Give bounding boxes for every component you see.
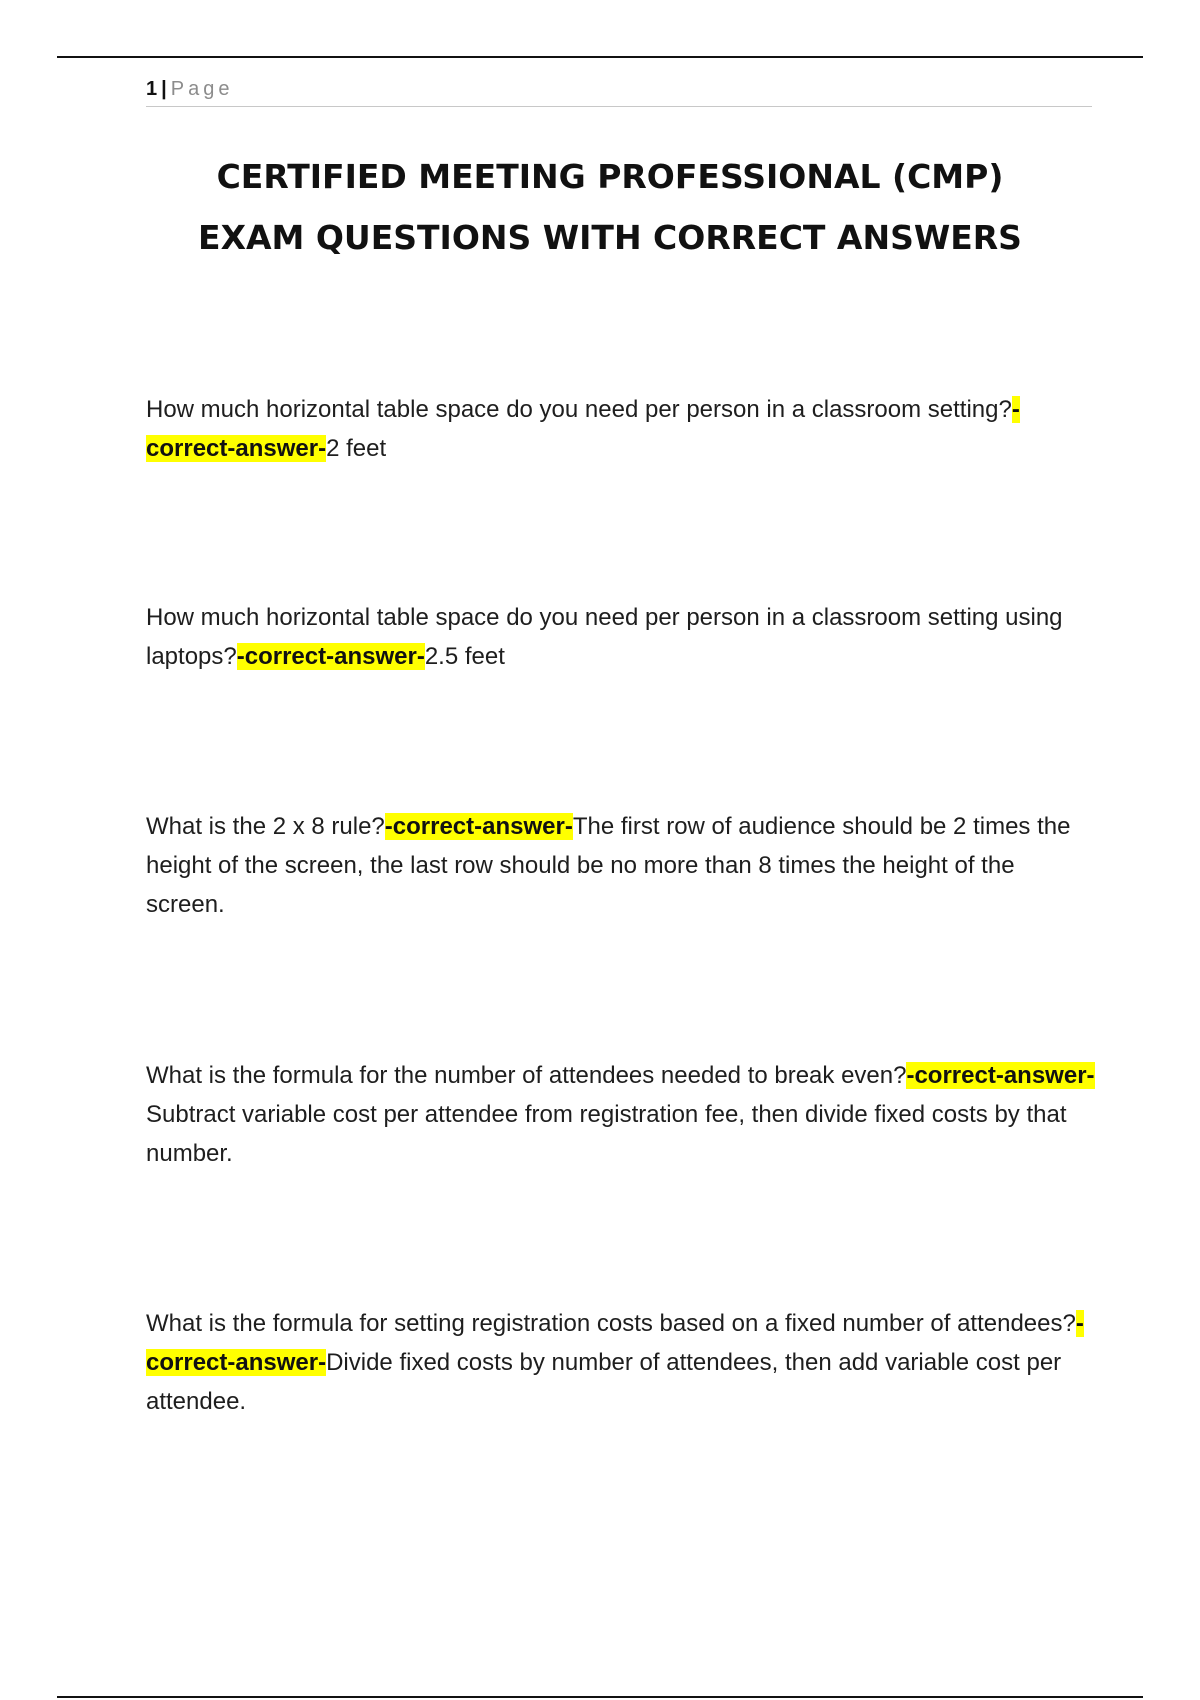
page-header bbox=[146, 76, 1092, 107]
page-separator: | bbox=[161, 78, 167, 100]
correct-answer-marker: -correct-answer- bbox=[146, 1310, 1084, 1376]
title-line-1: CERTIFIED MEETING PROFESSIONAL (CMP) bbox=[216, 157, 1004, 196]
answer-text: The first row of audience should be 2 times the height of the screen, the last row should be no more than 8 times the height of the screen. bbox=[146, 813, 1071, 918]
page-number: 1 bbox=[146, 78, 158, 100]
answer-text: Subtract variable cost per attendee from registration fee, then divide fixed costs by that number. bbox=[146, 1101, 1067, 1167]
answer-text: Divide fixed costs by number of attendees, then add variable cost per attendee. bbox=[146, 1349, 1062, 1415]
top-rule bbox=[57, 56, 1143, 58]
qa-item bbox=[146, 1056, 1096, 1173]
document-title bbox=[120, 146, 1100, 268]
question-text: How much horizontal table space do you need per person in a classroom setting using laptops? bbox=[146, 604, 1063, 670]
question-text: What is the 2 x 8 rule? bbox=[146, 813, 385, 840]
bottom-rule bbox=[57, 1696, 1143, 1698]
question-text: What is the formula for the number of attendees needed to break even? bbox=[146, 1062, 907, 1089]
correct-answer-marker: -correct-answer- bbox=[906, 1062, 1095, 1089]
answer-text: 2 feet bbox=[326, 435, 387, 462]
qa-item bbox=[146, 598, 1096, 676]
correct-answer-marker: -correct-answer- bbox=[384, 813, 573, 840]
correct-answer-marker: -correct-answer- bbox=[236, 643, 425, 670]
answer-text: 2.5 feet bbox=[424, 643, 505, 670]
qa-item bbox=[146, 390, 1096, 468]
qa-item bbox=[146, 807, 1096, 924]
title-line-2: EXAM QUESTIONS WITH CORRECT ANSWERS bbox=[198, 218, 1022, 257]
correct-answer-marker: -correct-answer- bbox=[146, 396, 1020, 462]
question-text: How much horizontal table space do you need per person in a classroom setting? bbox=[146, 396, 1012, 423]
page-label: Page bbox=[170, 78, 234, 100]
question-text: What is the formula for setting registration costs based on a fixed number of attendees? bbox=[146, 1310, 1076, 1337]
qa-item bbox=[146, 1304, 1096, 1421]
